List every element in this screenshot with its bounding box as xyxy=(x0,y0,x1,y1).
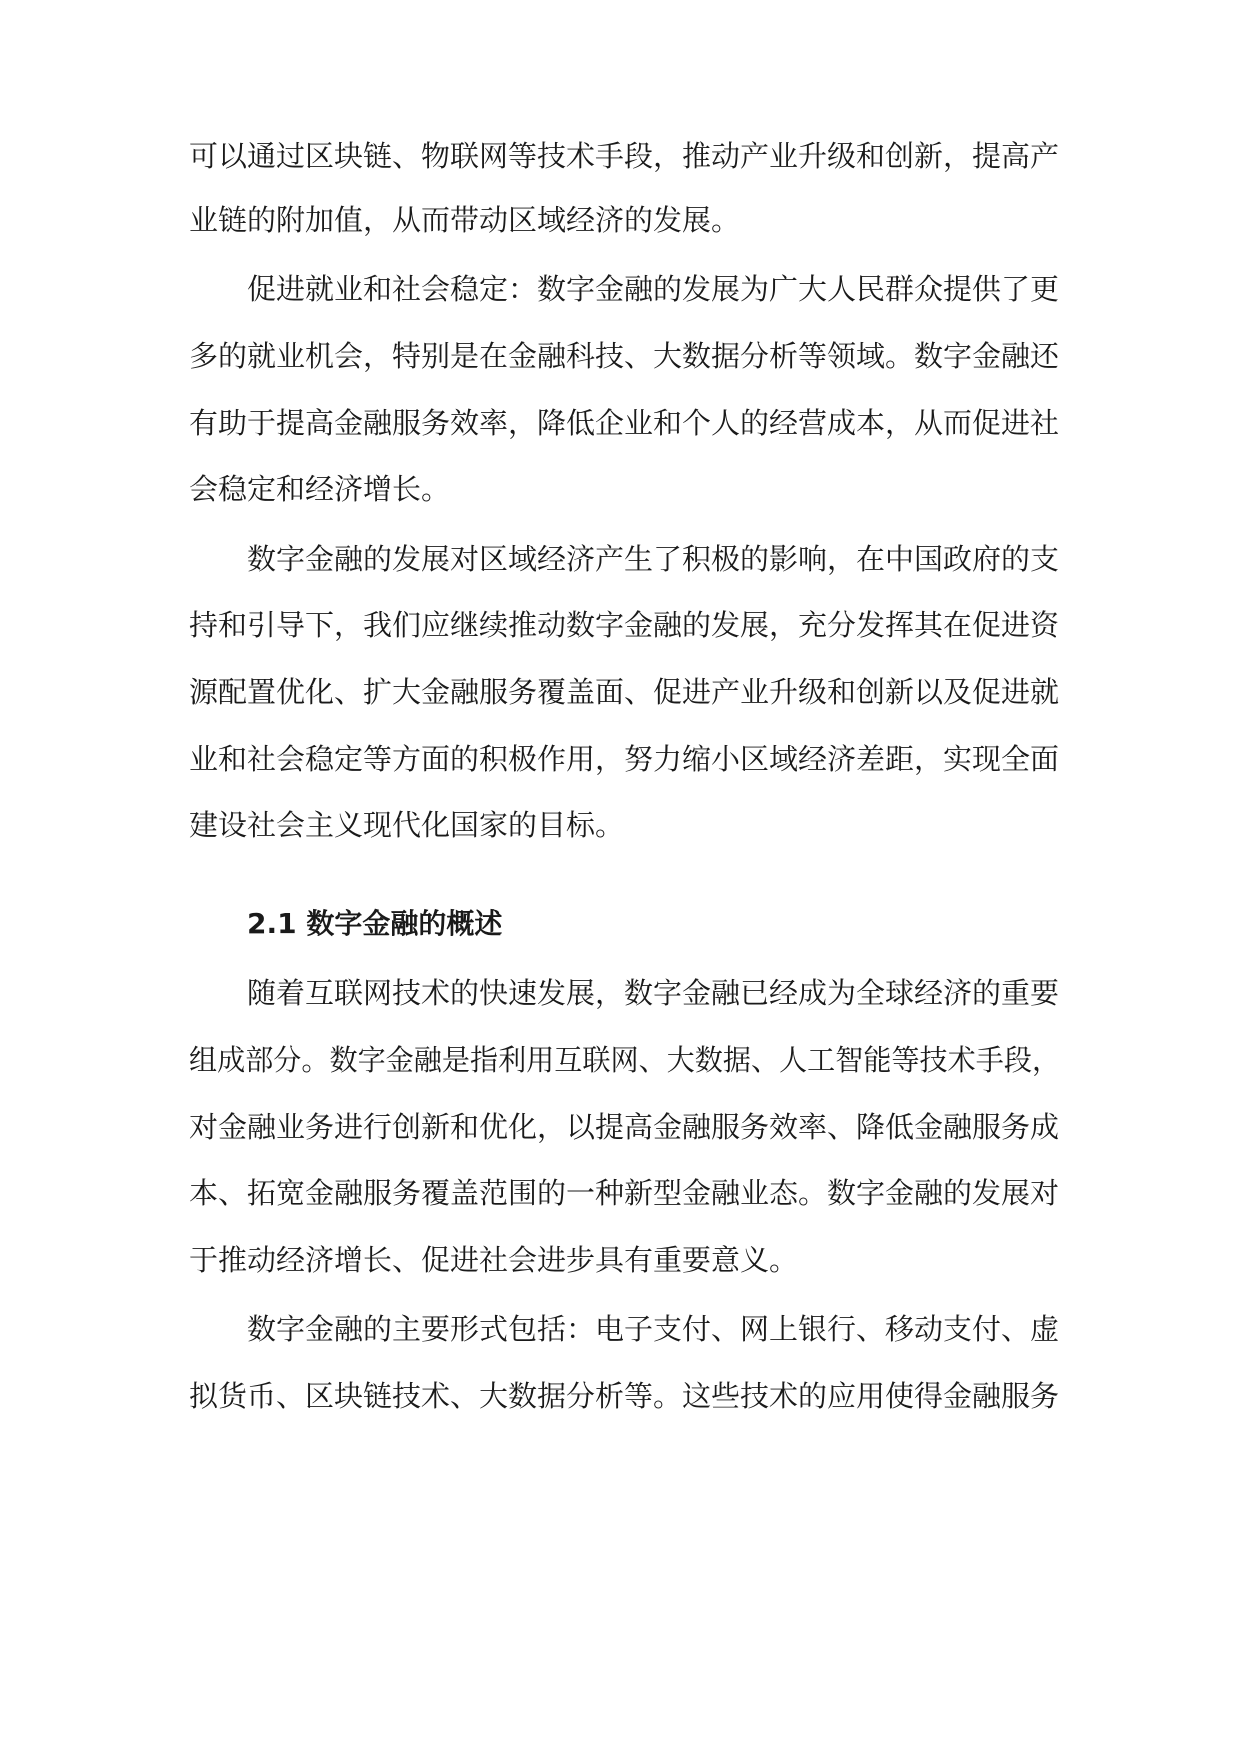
paragraph-line: 多的就业机会，特别是在金融科技、大数据分析等领域。数字金融还 xyxy=(189,339,1060,373)
paragraph-line: 源配置优化、扩大金融服务覆盖面、促进产业升级和创新以及促进就 xyxy=(189,675,1060,709)
paragraph-line: 建设社会主义现代化国家的目标。 xyxy=(189,808,625,842)
paragraph-line: 对金融业务进行创新和优化，以提高金融服务效率、降低金融服务成 xyxy=(189,1110,1060,1144)
paragraph-line: 本、拓宽金融服务覆盖范围的一种新型金融业态。数字金融的发展对 xyxy=(189,1176,1060,1210)
paragraph-line: 促进就业和社会稳定：数字金融的发展为广大人民群众提供了更 xyxy=(247,272,1060,306)
paragraph-line: 持和引导下，我们应继续推动数字金融的发展，充分发挥其在促进资 xyxy=(189,608,1060,642)
paragraph-line: 可以通过区块链、物联网等技术手段，推动产业升级和创新，提高产 xyxy=(189,139,1060,173)
paragraph-line: 业和社会稳定等方面的积极作用，努力缩小区域经济差距，实现全面 xyxy=(189,742,1060,776)
paragraph-line: 有助于提高金融服务效率，降低企业和个人的经营成本，从而促进社 xyxy=(189,406,1060,440)
paragraph-line: 业链的附加值，从而带动区域经济的发展。 xyxy=(189,203,741,237)
paragraph-line: 数字金融的主要形式包括：电子支付、网上银行、移动支付、虚 xyxy=(247,1312,1060,1346)
section-heading: 2.1 数字金融的概述 xyxy=(247,907,503,940)
paragraph-line: 组成部分。数字金融是指利用互联网、大数据、人工智能等技术手段， xyxy=(189,1043,1061,1077)
paragraph-line: 随着互联网技术的快速发展，数字金融已经成为全球经济的重要 xyxy=(247,976,1060,1010)
paragraph-line: 拟货币、区块链技术、大数据分析等。这些技术的应用使得金融服务 xyxy=(189,1379,1060,1413)
paragraph-line: 会稳定和经济增长。 xyxy=(189,472,451,506)
paragraph-line: 于推动经济增长、促进社会进步具有重要意义。 xyxy=(189,1243,799,1277)
paragraph-line: 数字金融的发展对区域经济产生了积极的影响，在中国政府的支 xyxy=(247,542,1060,576)
